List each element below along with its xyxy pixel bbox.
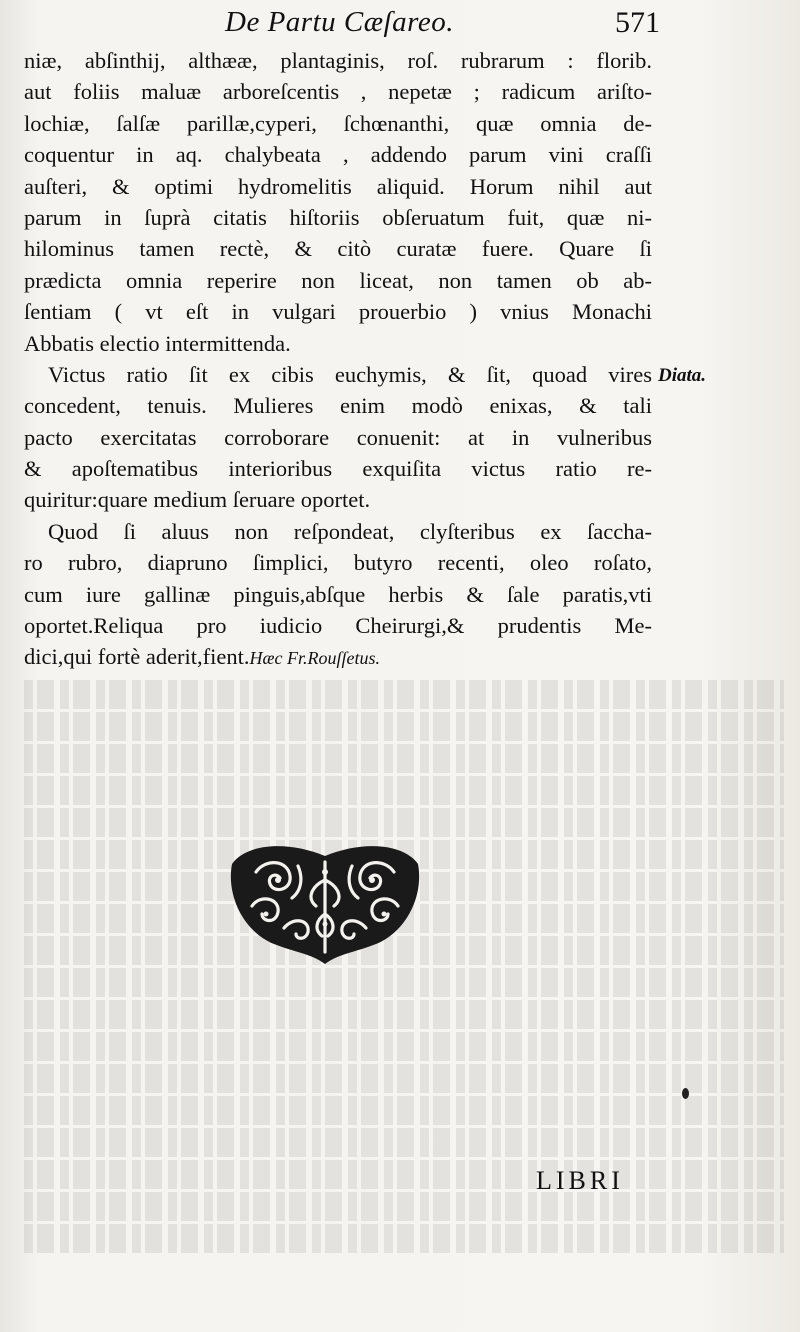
text-line: Victus ratio ſit ex cibis euchymis, & ſit, quoad vires <box>48 361 652 387</box>
text-line: coquentur in aq. chalybeata , addendo parum vini craſſi <box>24 142 652 168</box>
printers-ornament <box>226 836 424 966</box>
margin-note: Diata. <box>658 365 707 386</box>
ink-speck <box>682 1088 689 1099</box>
text-line: lochiæ, ſalſæ parillæ,cyperi, ſchœnanthi, quæ omnia de- <box>24 110 652 136</box>
text-line: concedent, tenuis. Mulieres enim modò enixas, & tali <box>24 393 652 419</box>
text-line <box>24 641 652 672</box>
text-line: hilominus tamen rectè, & citò curatæ fuere. Quare ſi <box>24 236 652 262</box>
text-line: Abbatis electio intermittenda. <box>24 330 291 356</box>
body-text <box>24 45 652 673</box>
text-line: parum in ſuprà citatis hiſtoriis obſeruatum fuit, quæ ni- <box>24 204 652 230</box>
text-line: aut foliis maluæ arboreſcentis , nepetæ ; radicum ariſto- <box>24 79 652 105</box>
page-number: 571 <box>615 6 660 39</box>
text-line: oportet.Reliqua pro iudicio Cheirurgi,& prudentis Me- <box>24 613 652 639</box>
show-through-text <box>24 680 784 1260</box>
text-line: pacto exercitatas corroborare conuenit: at in vulneribus <box>24 424 652 450</box>
text-line: Quod ſi aluus non reſpondeat, clyſteribus ex ſaccha- <box>48 518 652 544</box>
text-line: niæ, abſinthij, althææ, plantaginis, roſ. rubrarum : florib. <box>24 48 652 73</box>
text-line: & apoſtematibus interioribus exquiſita victus ratio re- <box>24 456 652 482</box>
text-line: ro rubro, diapruno ſimplici, butyro recenti, oleo roſato, <box>24 550 652 576</box>
page-header <box>20 4 660 44</box>
text-line: prædicta omnia reperire non liceat, non tamen ob ab- <box>24 267 652 293</box>
text-line: auſteri, & optimi hydromelitis aliquid. Horum nihil aut <box>24 173 652 199</box>
text-line: ſentiam ( vt eſt in vulgari prouerbio ) vnius Monachi <box>24 299 652 325</box>
catchword: LIBRI <box>536 1166 624 1195</box>
text-line-content: dici,qui fortè aderit,fient. <box>24 644 250 670</box>
signature: Hæc Fr.Rouſſetus. <box>249 648 381 669</box>
text-line: quiritur:quare medium ſeruare oportet. <box>24 487 371 513</box>
text-line: cum iure gallinæ pinguis,abſque herbis & ſale paratis,vti <box>24 581 652 607</box>
running-title: De Partu Cæſareo. <box>225 6 454 38</box>
